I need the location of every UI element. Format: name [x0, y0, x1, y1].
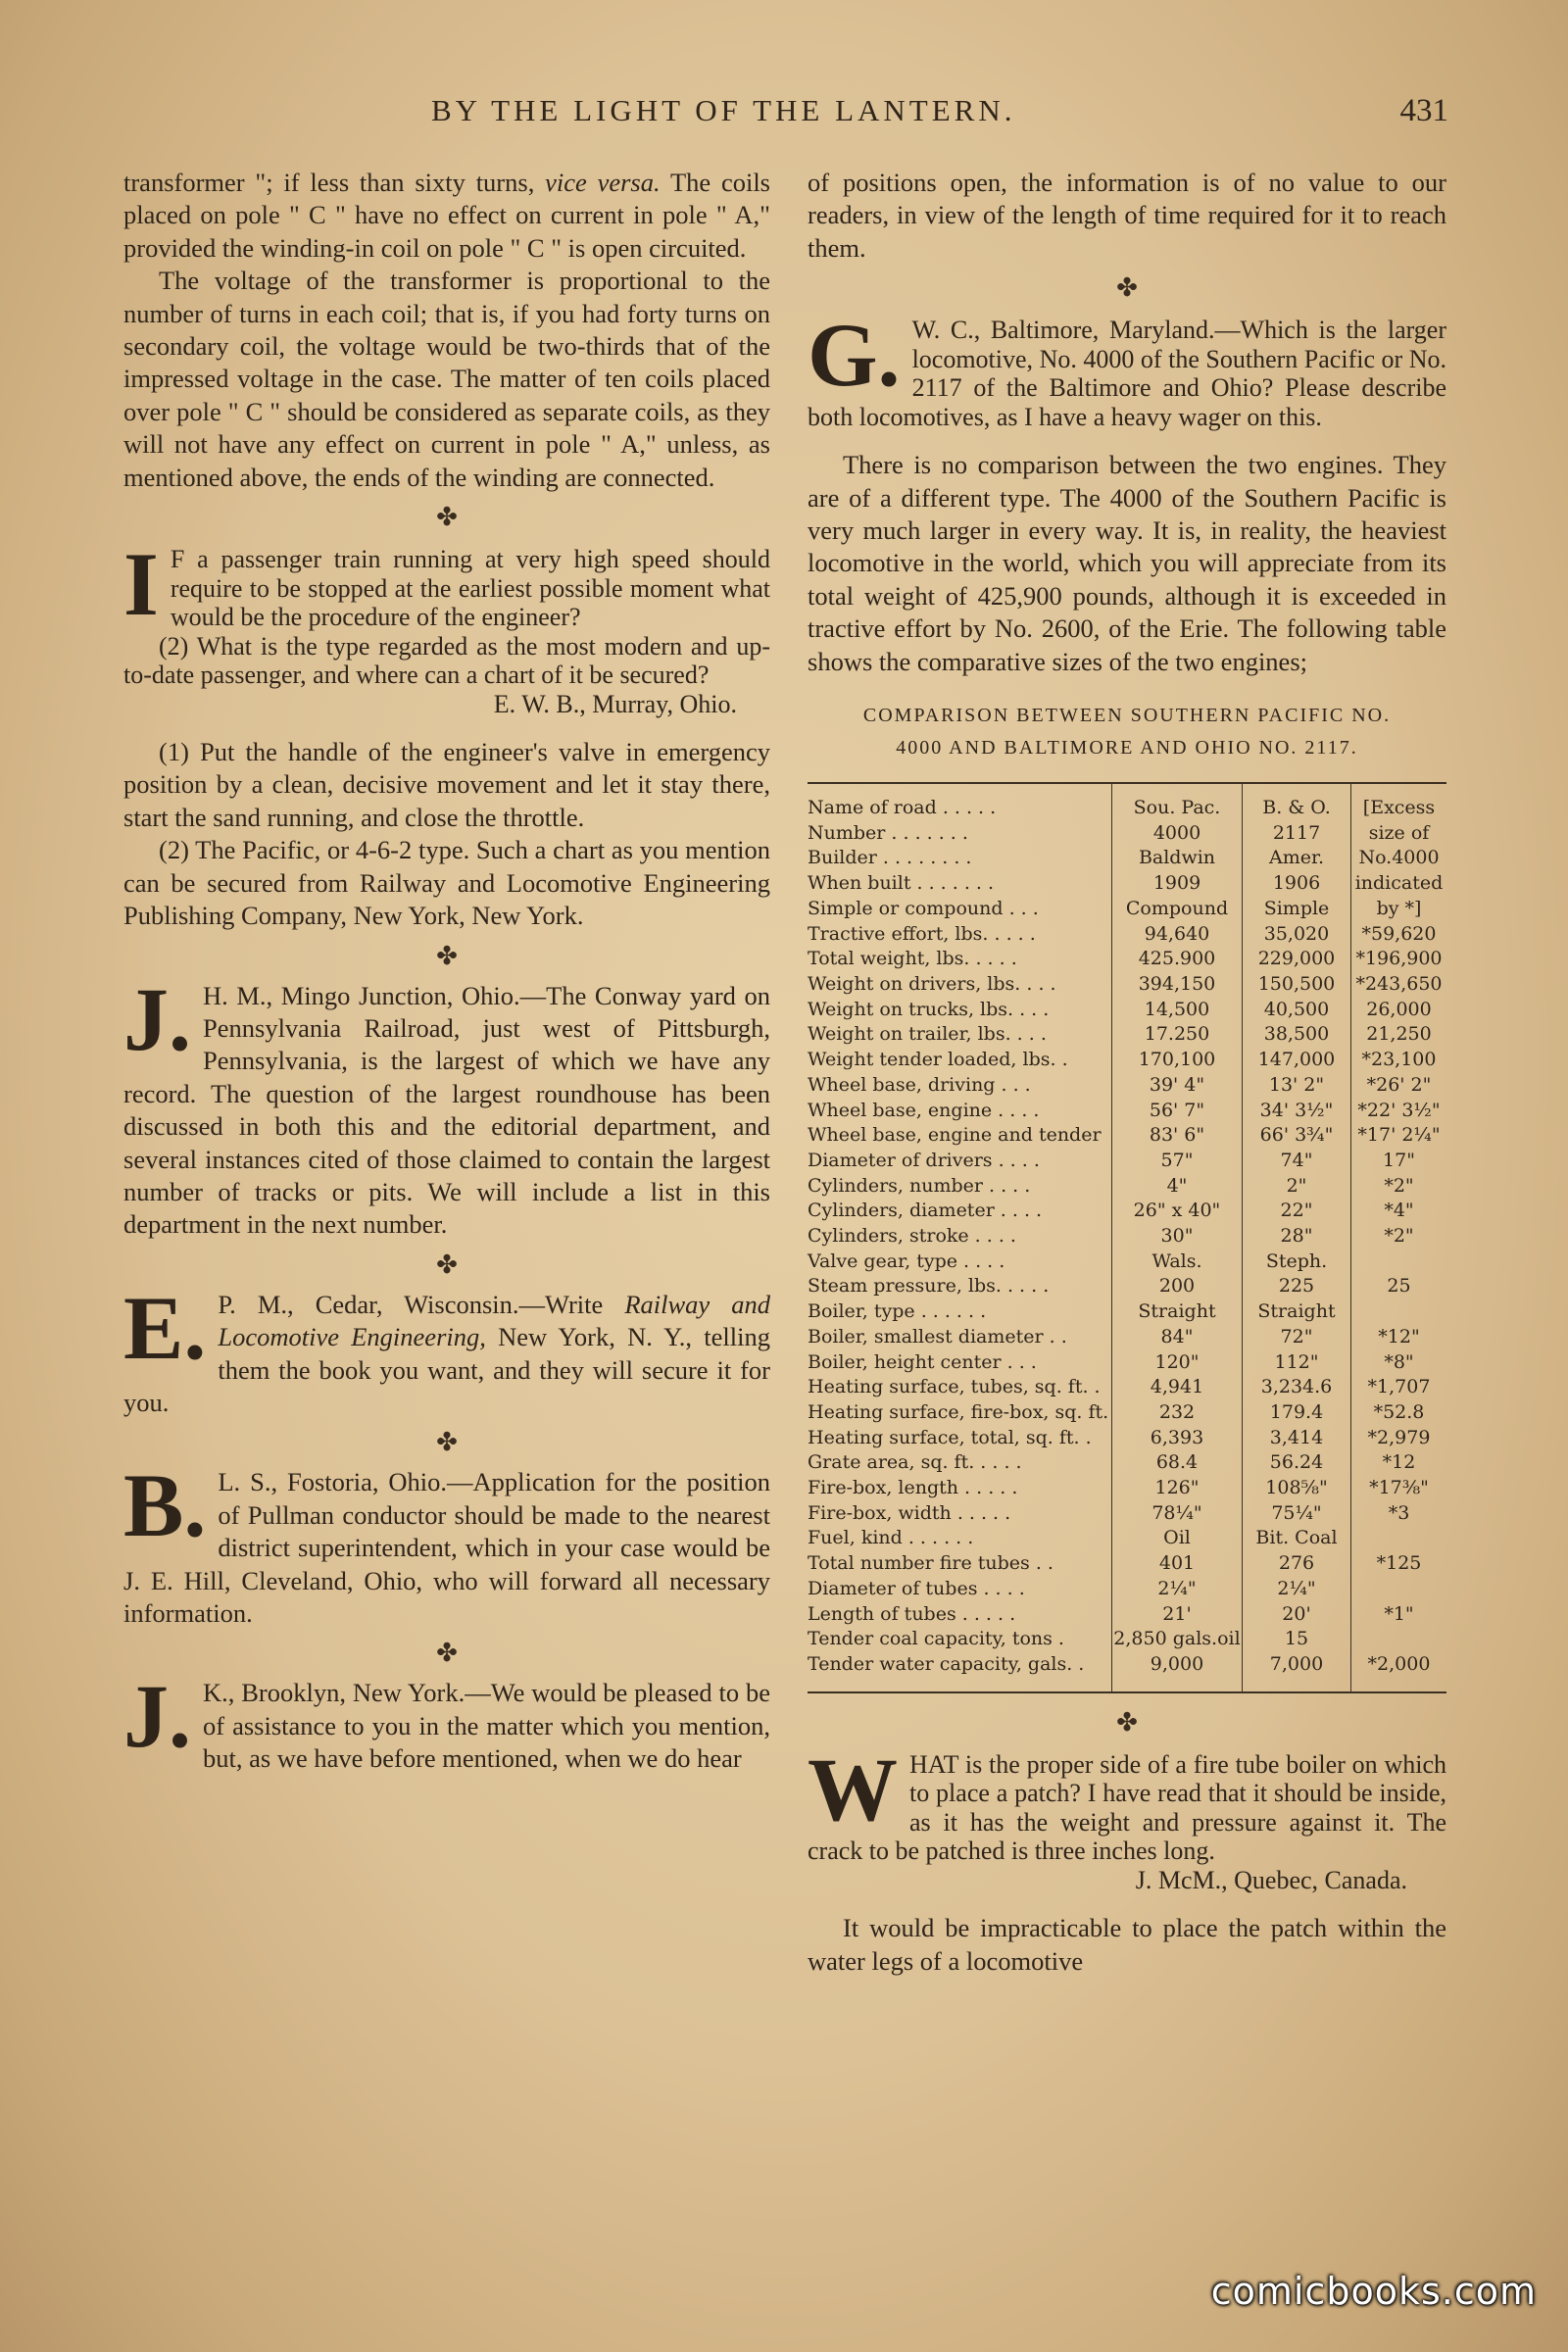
answer: (1) Put the handle of the engineer's valve in emergency position by a clean, decisive movement and let it stay there, start the sand running, and close the throttle. (2) The Pacific, or 4-6-2 type. Such a chart as you mention can be secured from Railway and Locomotive Engineering Publishing Company, New York, New York. — [123, 737, 770, 931]
question: W HAT is the proper side of a fire tube boiler on which to place a patch? I have read that it should be inside, as it has the weight and pressure against it. The crack to be patched is three inches long. J. McM., Quebec, Canada. — [808, 1739, 1446, 1894]
table-cell: 147,000 — [1243, 1048, 1351, 1073]
table-cell: Total number fire tubes . . — [808, 1552, 1054, 1575]
answer: There is no comparison between the two engines. They are of a different type. The 4000 of the Southern Pacific is very much larger in every way. It is, in reality, the heaviest locomotive in the world, which you will appreciate from its total weight of 425,900 pounds, although it is exceeded in tractive effort by No. 2600, of the Erie. The following table shows the comparative sizes of the two engines; — [808, 450, 1446, 676]
table-row — [808, 1426, 1446, 1451]
table-row — [808, 871, 1446, 897]
table-cell: 4" — [1112, 1174, 1243, 1200]
ornament-icon: ✤ — [1116, 1707, 1138, 1737]
running-header — [0, 93, 1568, 142]
table-cell: Weight tender loaded, lbs. . — [808, 1049, 1068, 1071]
drop-cap: I — [123, 534, 159, 635]
table-cell: *1" — [1351, 1602, 1447, 1628]
question: I F a passenger train running at very high speed should require to be stopped at the earliest possible moment what would be the procedure of the engineer? (2) What is the type regarded as the most modern and up-to-date passenger, and where can a chart of it be secured? E. W. B., Murray, Ohio. — [123, 534, 770, 718]
table-row — [808, 783, 1446, 821]
table-cell: *59,620 — [1351, 922, 1447, 948]
table-row — [808, 1250, 1446, 1275]
table-cell: *2" — [1351, 1224, 1447, 1250]
answer: J. H. M., Mingo Junction, Ohio.—The Conway yard on Pennsylvania Railroad, just west of Pittsburgh, Pennsylvania, is the largest of which we have any record. The question of the largest roundhouse has been discussed in both this and the editorial department, and several instances cited of those claimed to contain the largest number of tracks or pits. We will include a list in this department in the next number. — [123, 968, 770, 1240]
table-cell — [1351, 1250, 1447, 1275]
table-row — [808, 1501, 1446, 1527]
table-row — [808, 1602, 1446, 1628]
table-row — [808, 1375, 1446, 1400]
table-cell: *22' 3½" — [1351, 1099, 1447, 1124]
table-cell: No.4000 — [1351, 846, 1447, 871]
table-cell: 200 — [1112, 1274, 1243, 1299]
table-cell: *196,900 — [1351, 947, 1447, 972]
table-cell: Boiler, height center . . . — [808, 1350, 1037, 1373]
table-cell: *2,000 — [1351, 1652, 1447, 1692]
table-row — [808, 1551, 1446, 1577]
table-cell: When built . . . . . . . — [808, 872, 995, 895]
table-cell: *3 — [1351, 1501, 1447, 1527]
table-cell: 20' — [1243, 1602, 1351, 1628]
table-cell: Oil — [1112, 1526, 1243, 1551]
table-cell: *243,650 — [1351, 972, 1447, 998]
table-cell: 13' 2" — [1243, 1073, 1351, 1099]
table-row — [808, 1224, 1446, 1250]
table-cell: 126" — [1112, 1476, 1243, 1501]
table-cell: 28" — [1243, 1224, 1351, 1250]
table-cell: Cylinders, diameter . . . . — [808, 1200, 1043, 1222]
table-cell: 26" x 40" — [1112, 1199, 1243, 1224]
table-cell: Fuel, kind . . . . . . — [808, 1527, 974, 1549]
table-row — [808, 1299, 1446, 1325]
table-cell: *17⅜" — [1351, 1476, 1447, 1501]
table-cell: 4000 — [1112, 821, 1243, 847]
table-row — [808, 1274, 1446, 1299]
table-cell: 94,640 — [1112, 922, 1243, 948]
table-cell: Builder . . . . . . . . — [808, 847, 972, 869]
table-cell: *2,979 — [1351, 1426, 1447, 1451]
table-cell: 6,393 — [1112, 1426, 1243, 1451]
answer: E. P. M., Cedar, Wisconsin.—Write Railway and Locomotive Engineering, New York, N. Y., telling them the book you want, and they will secure it for you. — [123, 1277, 770, 1417]
table-row — [808, 821, 1446, 847]
table-cell: Tractive effort, lbs. . . . . — [808, 922, 1036, 945]
table-cell: 225 — [1243, 1274, 1351, 1299]
table-cell: Grate area, sq. ft. . . . . — [808, 1451, 1022, 1474]
table-cell: Simple or compound . . . — [808, 897, 1039, 919]
table-cell: 2" — [1243, 1174, 1351, 1200]
table-cell: 35,020 — [1243, 922, 1351, 948]
table-row — [808, 1400, 1446, 1426]
table-cell: Heating surface, fire-box, sq. ft. — [808, 1400, 1109, 1423]
table-cell: 120" — [1112, 1350, 1243, 1376]
table-cell: Heating surface, tubes, sq. ft. . — [808, 1376, 1101, 1398]
table-cell — [1351, 1526, 1447, 1551]
table-cell: 25 — [1351, 1274, 1447, 1299]
table-cell: Tender water capacity, gals. . — [808, 1652, 1085, 1675]
table-row — [808, 1048, 1446, 1073]
paragraph: The voltage of the transformer is proportional to the number of turns in each coil; that is, if you had forty turns on secondary coil, the voltage would be two-thirds that of the impressed voltage in the case. The matter of ten coils placed over pole " C " should be considered as separate coils, as they will not have any effect on current in pole " A," unless, as mentioned above, the ends of the winding are connected. — [123, 266, 770, 492]
ornament-icon: ✤ — [436, 1428, 458, 1457]
table-row — [808, 1450, 1446, 1476]
table-cell: *12 — [1351, 1450, 1447, 1476]
table-cell: Boiler, type . . . . . . — [808, 1300, 987, 1323]
table-row — [808, 1325, 1446, 1350]
table-cell: Wheel base, engine . . . . — [808, 1099, 1040, 1121]
table-cell — [1351, 1577, 1447, 1602]
table-cell: by *] — [1351, 897, 1447, 922]
table-cell: 30" — [1112, 1224, 1243, 1250]
table-cell: 7,000 — [1243, 1652, 1351, 1692]
table-cell: 17.250 — [1112, 1022, 1243, 1048]
table-cell: Length of tubes . . . . . — [808, 1602, 1016, 1625]
table-cell: Boiler, smallest diameter . . — [808, 1325, 1067, 1348]
drop-cap: J. — [123, 968, 191, 1069]
table-cell: Straight — [1243, 1299, 1351, 1325]
drop-cap: B. — [123, 1455, 207, 1556]
table-row — [808, 1526, 1446, 1551]
table-cell: 3,234.6 — [1243, 1375, 1351, 1400]
table-cell: 112" — [1243, 1350, 1351, 1376]
table-cell: 2,850 gals.oil — [1112, 1627, 1243, 1652]
table-cell: Simple — [1243, 897, 1351, 922]
table-cell: Heating surface, total, sq. ft. . — [808, 1426, 1092, 1448]
table-cell: Diameter of tubes . . . . — [808, 1577, 1025, 1599]
table-cell: 74" — [1243, 1149, 1351, 1174]
table-row — [808, 1577, 1446, 1602]
table-cell: 72" — [1243, 1325, 1351, 1350]
table-cell — [1351, 1299, 1447, 1325]
table-cell: Name of road . . . . . — [808, 797, 997, 819]
table-cell: 83' 6" — [1112, 1123, 1243, 1149]
table-cell: *26' 2" — [1351, 1073, 1447, 1099]
table-cell: 4,941 — [1112, 1375, 1243, 1400]
table-cell: 39' 4" — [1112, 1073, 1243, 1099]
left-column — [123, 167, 770, 1776]
table-row — [808, 1073, 1446, 1099]
table-row — [808, 1652, 1446, 1692]
answer: It would be impracticable to place the patch within the water legs of a locomotive — [808, 1913, 1446, 1976]
table-cell: Steph. — [1243, 1250, 1351, 1275]
table-cell: *2" — [1351, 1174, 1447, 1200]
table-cell: 84" — [1112, 1325, 1243, 1350]
table-cell: 56' 7" — [1112, 1099, 1243, 1124]
table-row — [808, 897, 1446, 922]
table-cell: 9,000 — [1112, 1652, 1243, 1692]
table-row — [808, 1350, 1446, 1376]
ornament-icon: ✤ — [436, 503, 458, 532]
table-cell: 21' — [1112, 1602, 1243, 1628]
table-row — [808, 846, 1446, 871]
table-cell: 108⅝" — [1243, 1476, 1351, 1501]
table-cell: Wals. — [1112, 1250, 1243, 1275]
running-title: BY THE LIGHT OF THE LANTERN. — [431, 93, 1016, 127]
table-cell — [1351, 1627, 1447, 1652]
drop-cap: J. — [123, 1666, 191, 1767]
table-cell: [Excess — [1351, 783, 1447, 821]
table-cell: B. & O. — [1243, 783, 1351, 821]
table-cell: Sou. Pac. — [1112, 783, 1243, 821]
table-cell: 1909 — [1112, 871, 1243, 897]
table-cell: indicated — [1351, 871, 1447, 897]
table-cell: Fire-box, length . . . . . — [808, 1477, 1018, 1499]
table-cell: 179.4 — [1243, 1400, 1351, 1426]
right-column — [808, 167, 1446, 1978]
table-cell: 276 — [1243, 1551, 1351, 1577]
table-cell: Wheel base, driving . . . — [808, 1073, 1031, 1096]
table-cell: *23,100 — [1351, 1048, 1447, 1073]
table-cell: 34' 3½" — [1243, 1099, 1351, 1124]
table-cell: *17' 2¼" — [1351, 1123, 1447, 1149]
table-cell: Weight on trailer, lbs. . . . — [808, 1023, 1047, 1046]
drop-cap: G. — [808, 305, 901, 406]
table-cell: 75¼" — [1243, 1501, 1351, 1527]
table-cell: 26,000 — [1351, 998, 1447, 1023]
table-row — [808, 1199, 1446, 1224]
table-cell: Amer. — [1243, 846, 1351, 871]
table-cell: 22" — [1243, 1199, 1351, 1224]
table-cell: 15 — [1243, 1627, 1351, 1652]
table-cell: Cylinders, number . . . . — [808, 1174, 1031, 1197]
table-cell: 68.4 — [1112, 1450, 1243, 1476]
table-cell: Steam pressure, lbs. . . . . — [808, 1275, 1050, 1298]
table-cell: 2¼" — [1112, 1577, 1243, 1602]
table-cell: Weight on drivers, lbs. . . . — [808, 972, 1056, 995]
table-cell: Diameter of drivers . . . . — [808, 1149, 1040, 1171]
watermark-logo: comicbooks.com — [1210, 2270, 1537, 2313]
table-cell: Bit. Coal — [1243, 1526, 1351, 1551]
drop-cap: W — [808, 1739, 898, 1839]
comparison-table — [808, 782, 1446, 1693]
table-cell: Cylinders, stroke . . . . — [808, 1225, 1016, 1248]
table-cell: *4" — [1351, 1199, 1447, 1224]
table-cell: 14,500 — [1112, 998, 1243, 1023]
table-cell: Wheel base, engine and tender — [808, 1124, 1102, 1147]
table-cell: *52.8 — [1351, 1400, 1447, 1426]
table-row — [808, 1627, 1446, 1652]
table-cell: 2¼" — [1243, 1577, 1351, 1602]
signature: J. McM., Quebec, Canada. — [1135, 1865, 1407, 1894]
table-cell: Compound — [1112, 897, 1243, 922]
table-row — [808, 1022, 1446, 1048]
table-row — [808, 1149, 1446, 1174]
table-cell: *125 — [1351, 1551, 1447, 1577]
page-number: 431 — [1399, 93, 1448, 128]
answer: J. K., Brooklyn, New York.—We would be pleased to be of assistance to you in the matter which you mention, but, as we have before mentioned, when we do hear — [123, 1666, 770, 1774]
table-cell: *1,707 — [1351, 1375, 1447, 1400]
ornament-icon: ✤ — [1116, 273, 1138, 303]
table-cell: 394,150 — [1112, 972, 1243, 998]
table-cell: 40,500 — [1243, 998, 1351, 1023]
table-cell: 78¼" — [1112, 1501, 1243, 1527]
table-cell: 229,000 — [1243, 947, 1351, 972]
drop-cap: E. — [123, 1277, 207, 1378]
table-row — [808, 1123, 1446, 1149]
table-cell: 57" — [1112, 1149, 1243, 1174]
ornament-icon: ✤ — [436, 1639, 458, 1668]
answer: B. L. S., Fostoria, Ohio.—Application for the position of Pullman conductor should be made to the nearest district superintendent, which in your case would be J. E. Hill, Cleveland, Ohio, who will forward all necessary information. — [123, 1455, 770, 1628]
table-cell: 1906 — [1243, 871, 1351, 897]
table-cell: Number . . . . . . . — [808, 821, 968, 844]
table-cell: Baldwin — [1112, 846, 1243, 871]
table-row — [808, 972, 1446, 998]
table-cell: 401 — [1112, 1551, 1243, 1577]
table-row — [808, 947, 1446, 972]
paragraph: of positions open, the information is of no value to our readers, in view of the length of time required for it to reach them. — [808, 168, 1446, 263]
table-cell: *12" — [1351, 1325, 1447, 1350]
table-row — [808, 1476, 1446, 1501]
table-cell: 170,100 — [1112, 1048, 1243, 1073]
table-cell: 56.24 — [1243, 1450, 1351, 1476]
table-cell: Total weight, lbs. . . . . — [808, 948, 1017, 970]
table-cell: Valve gear, type . . . . — [808, 1250, 1005, 1272]
table-cell: 66' 3¾" — [1243, 1123, 1351, 1149]
ornament-icon: ✤ — [436, 941, 458, 970]
table-cell: *8" — [1351, 1350, 1447, 1376]
table-cell: 425.900 — [1112, 947, 1243, 972]
table-row — [808, 922, 1446, 948]
table-cell: 17" — [1351, 1149, 1447, 1174]
table-row — [808, 998, 1446, 1023]
table-caption: COMPARISON BETWEEN SOUTHERN PACIFIC NO. 4000 AND BALTIMORE AND OHIO NO. 2117. — [862, 705, 1392, 760]
table-cell: 232 — [1112, 1400, 1243, 1426]
table-cell: size of — [1351, 821, 1447, 847]
question: G. W. C., Baltimore, Maryland.—Which is the larger locomotive, No. 4000 of the Southern Pacific or No. 2117 of the Baltimore and Ohio? Please describe both locomotives, as I have a heavy wager on this. — [808, 305, 1446, 431]
paragraph: transformer "; if less than sixty turns, vice versa. The coils placed on pole " C " have no effect on current in pole " A," provided the winding-in coil on pole " C " is open circuited. — [123, 168, 770, 263]
table-cell: 150,500 — [1243, 972, 1351, 998]
table-cell: Tender coal capacity, tons . — [808, 1628, 1064, 1650]
table-cell: 38,500 — [1243, 1022, 1351, 1048]
table-cell: 21,250 — [1351, 1022, 1447, 1048]
table-row — [808, 1099, 1446, 1124]
signature: E. W. B., Murray, Ohio. — [493, 689, 737, 718]
ornament-icon: ✤ — [436, 1250, 458, 1279]
table-cell: Straight — [1112, 1299, 1243, 1325]
table-row — [808, 1174, 1446, 1200]
table-cell: 3,414 — [1243, 1426, 1351, 1451]
table-cell: 2117 — [1243, 821, 1351, 847]
table-cell: Weight on trucks, lbs. . . . — [808, 998, 1050, 1020]
table-cell: Fire-box, width . . . . . — [808, 1501, 1011, 1524]
